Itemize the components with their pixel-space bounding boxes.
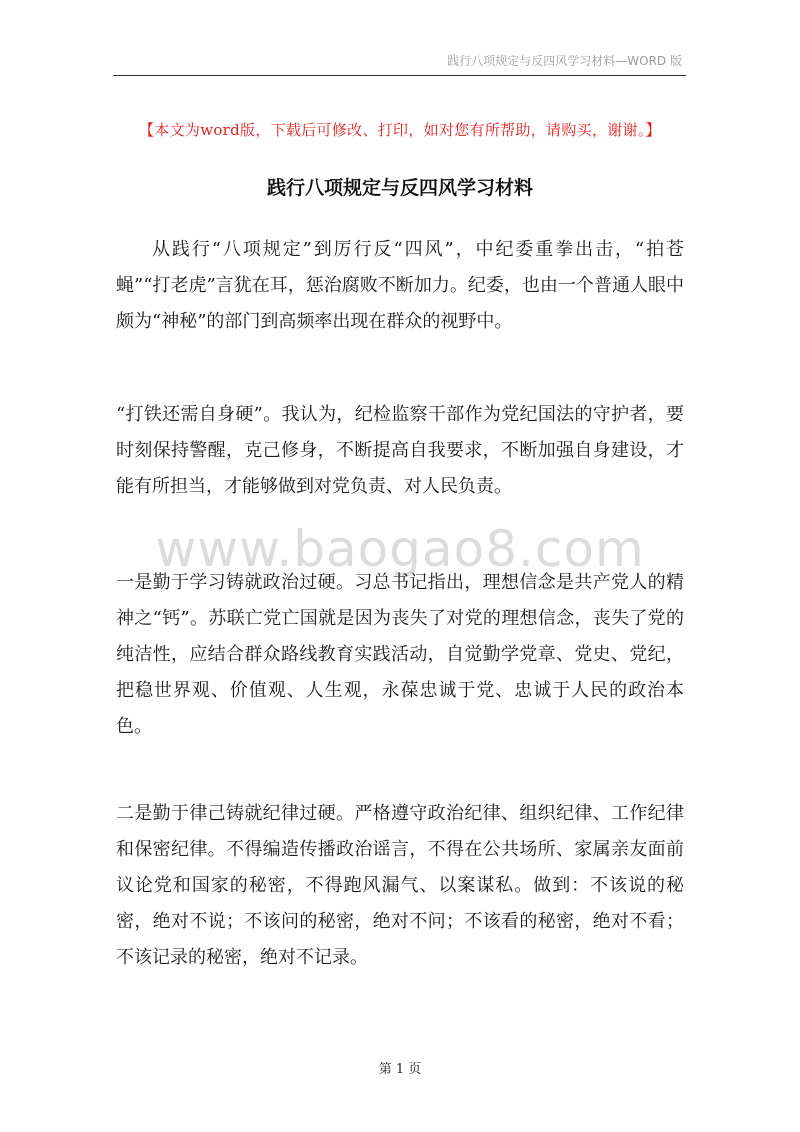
document-title: 践行八项规定与反四风学习材料 [266, 177, 533, 199]
watermark: www.baogao8.com [155, 520, 645, 578]
paragraph-intro: 从践行“八项规定”到厉行反“四风”，中纪委重拳出击，“拍苍蝇”“打老虎”言犹在耳，惩治腐败不断加力。纪委，也由一个普通人眼中颇为“神秘”的部门到高频率出现在群众的视野中。 [116, 239, 684, 332]
download-notice: 【本文为word版，下载后可修改、打印，如对您有所帮助，请购买，谢谢。】 [139, 121, 661, 139]
paragraph-point-one: 一是勤于学习铸就政治过硬。习总书记指出，理想信念是共产党人的精神之“钙”。苏联亡党亡国就是因为丧失了对党的理想信念，丧失了党的纯洁性，应结合群众路线教育实践活动，自觉勤学党章、党史、党纪，把稳世界观、价值观、人生观，永葆忠诚于党、忠诚于人民的政治本色。 [116, 572, 684, 737]
page-number: 第 1 页 [378, 1062, 422, 1077]
running-header: 践行八项规定与反四风学习材料—WORD 版 [447, 54, 682, 68]
header-rule [113, 75, 686, 76]
paragraph-point-two: 二是勤于律己铸就纪律过硬。严格遵守政治纪律、组织纪律、工作纪律和保密纪律。不得编造传播政治谣言，不得在公共场所、家属亲友面前议论党和国家的秘密，不得跑风漏气、以案谋私。做到：不该说的秘密，绝对不说；不该问的秘密，绝对不问；不该看的秘密，绝对不看；不该记录的秘密，绝对不记录。 [116, 803, 684, 968]
paragraph-self-discipline: “打铁还需自身硬”。我认为，纪检监察干部作为党纪国法的守护者，要时刻保持警醒，克己修身，不断提高自我要求，不断加强自身建设，才能有所担当，才能够做到对党负责、对人民负责。 [116, 404, 684, 497]
